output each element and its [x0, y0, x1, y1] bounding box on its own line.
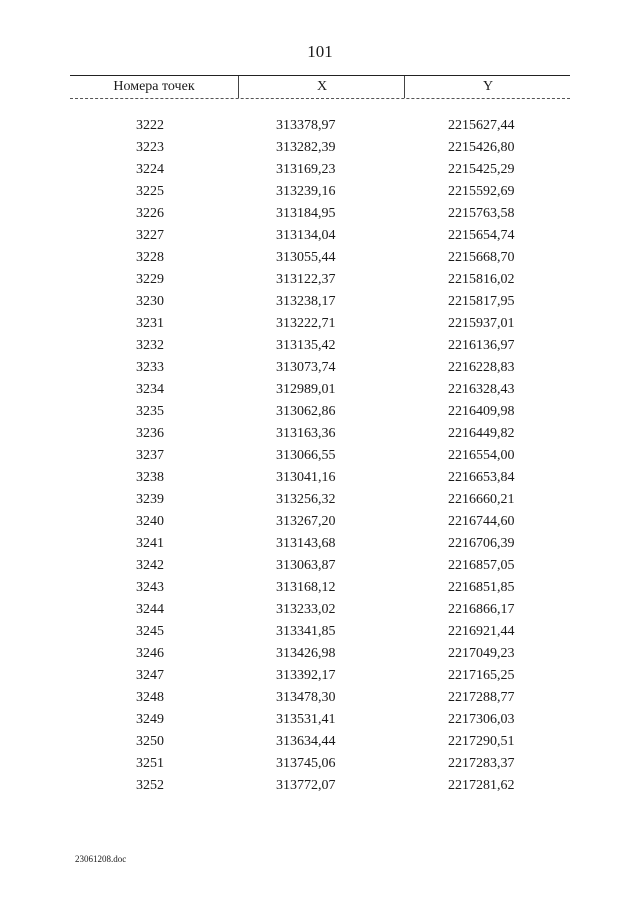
y-coordinate-cell: 2217049,23 [448, 646, 515, 661]
table-row [0, 577, 640, 599]
point-number-cell: 3248 [136, 690, 164, 705]
point-number-cell: 3234 [136, 382, 164, 397]
table-row [0, 665, 640, 687]
x-coordinate-cell: 313168,12 [276, 580, 336, 595]
x-coordinate-cell: 313282,39 [276, 140, 336, 155]
y-coordinate-cell: 2217281,62 [448, 778, 515, 793]
y-coordinate-cell: 2217165,25 [448, 668, 515, 683]
x-coordinate-cell: 313184,95 [276, 206, 336, 221]
x-coordinate-cell: 313169,23 [276, 162, 336, 177]
x-coordinate-cell: 312989,01 [276, 382, 336, 397]
y-coordinate-cell: 2215654,74 [448, 228, 515, 243]
table-row [0, 115, 640, 137]
x-coordinate-cell: 313634,44 [276, 734, 336, 749]
x-coordinate-cell: 313392,17 [276, 668, 336, 683]
point-number-cell: 3228 [136, 250, 164, 265]
table-row [0, 423, 640, 445]
y-coordinate-cell: 2216554,00 [448, 448, 515, 463]
point-number-cell: 3225 [136, 184, 164, 199]
y-coordinate-cell: 2216866,17 [448, 602, 515, 617]
table-row [0, 555, 640, 577]
y-coordinate-cell: 2215627,44 [448, 118, 515, 133]
y-coordinate-cell: 2216660,21 [448, 492, 515, 507]
x-coordinate-cell: 313772,07 [276, 778, 336, 793]
y-coordinate-cell: 2215668,70 [448, 250, 515, 265]
point-number-cell: 3231 [136, 316, 164, 331]
table-row [0, 225, 640, 247]
x-coordinate-cell: 313063,87 [276, 558, 336, 573]
y-coordinate-cell: 2216851,85 [448, 580, 515, 595]
point-number-cell: 3230 [136, 294, 164, 309]
table-row [0, 291, 640, 313]
x-coordinate-cell: 313267,20 [276, 514, 336, 529]
x-coordinate-cell: 313134,04 [276, 228, 336, 243]
x-coordinate-cell: 313478,30 [276, 690, 336, 705]
table-row [0, 467, 640, 489]
point-number-cell: 3249 [136, 712, 164, 727]
point-number-cell: 3227 [136, 228, 164, 243]
point-number-cell: 3232 [136, 338, 164, 353]
y-coordinate-cell: 2216744,60 [448, 514, 515, 529]
x-coordinate-cell: 313122,37 [276, 272, 336, 287]
y-coordinate-cell: 2216653,84 [448, 470, 515, 485]
point-number-cell: 3235 [136, 404, 164, 419]
y-coordinate-cell: 2216921,44 [448, 624, 515, 639]
header-point-numbers: Номера точек [113, 79, 195, 94]
y-coordinate-cell: 2215817,95 [448, 294, 515, 309]
y-coordinate-cell: 2215592,69 [448, 184, 515, 199]
x-coordinate-cell: 313135,42 [276, 338, 336, 353]
x-coordinate-cell: 313041,16 [276, 470, 336, 485]
y-coordinate-cell: 2217283,37 [448, 756, 515, 771]
x-coordinate-cell: 313055,44 [276, 250, 336, 265]
y-coordinate-cell: 2216328,43 [448, 382, 515, 397]
point-number-cell: 3229 [136, 272, 164, 287]
x-coordinate-cell: 313256,32 [276, 492, 336, 507]
point-number-cell: 3243 [136, 580, 164, 595]
table-row [0, 775, 640, 797]
table-body [0, 115, 640, 797]
table-row [0, 247, 640, 269]
point-number-cell: 3236 [136, 426, 164, 441]
x-coordinate-cell: 313239,16 [276, 184, 336, 199]
y-coordinate-cell: 2216857,05 [448, 558, 515, 573]
point-number-cell: 3251 [136, 756, 164, 771]
point-number-cell: 3239 [136, 492, 164, 507]
table-row [0, 181, 640, 203]
footer-filename: 23061208.doc [75, 854, 127, 864]
table-row [0, 643, 640, 665]
y-coordinate-cell: 2215816,02 [448, 272, 515, 287]
y-coordinate-cell: 2216449,82 [448, 426, 515, 441]
point-number-cell: 3224 [136, 162, 164, 177]
point-number-cell: 3222 [136, 118, 164, 133]
x-coordinate-cell: 313066,55 [276, 448, 336, 463]
table-row [0, 511, 640, 533]
table-row [0, 621, 640, 643]
table-row [0, 731, 640, 753]
table-row [0, 687, 640, 709]
y-coordinate-cell: 2215425,29 [448, 162, 515, 177]
table-row [0, 159, 640, 181]
point-number-cell: 3246 [136, 646, 164, 661]
point-number-cell: 3247 [136, 668, 164, 683]
point-number-cell: 3244 [136, 602, 164, 617]
x-coordinate-cell: 313143,68 [276, 536, 336, 551]
y-coordinate-cell: 2216706,39 [448, 536, 515, 551]
table-row [0, 269, 640, 291]
table-row [0, 533, 640, 555]
x-coordinate-cell: 313426,98 [276, 646, 336, 661]
x-coordinate-cell: 313062,86 [276, 404, 336, 419]
y-coordinate-cell: 2217288,77 [448, 690, 515, 705]
x-coordinate-cell: 313378,97 [276, 118, 336, 133]
point-number-cell: 3238 [136, 470, 164, 485]
point-number-cell: 3250 [136, 734, 164, 749]
table-row [0, 335, 640, 357]
point-number-cell: 3245 [136, 624, 164, 639]
table-row [0, 357, 640, 379]
table-row [0, 753, 640, 775]
y-coordinate-cell: 2217290,51 [448, 734, 515, 749]
table-row [0, 489, 640, 511]
table-row [0, 445, 640, 467]
point-number-cell: 3240 [136, 514, 164, 529]
point-number-cell: 3242 [136, 558, 164, 573]
y-coordinate-cell: 2217306,03 [448, 712, 515, 727]
point-number-cell: 3233 [136, 360, 164, 375]
y-coordinate-cell: 2215937,01 [448, 316, 515, 331]
table-row [0, 401, 640, 423]
point-number-cell: 3252 [136, 778, 164, 793]
x-coordinate-cell: 313233,02 [276, 602, 336, 617]
point-number-cell: 3226 [136, 206, 164, 221]
x-coordinate-cell: 313745,06 [276, 756, 336, 771]
y-coordinate-cell: 2216136,97 [448, 338, 515, 353]
page-number: 101 [307, 42, 333, 61]
y-coordinate-cell: 2216228,83 [448, 360, 515, 375]
header-y: Y [404, 76, 571, 98]
x-coordinate-cell: 313238,17 [276, 294, 336, 309]
table-row [0, 313, 640, 335]
table-row [0, 137, 640, 159]
x-coordinate-cell: 313073,74 [276, 360, 336, 375]
table-row [0, 379, 640, 401]
x-coordinate-cell: 313531,41 [276, 712, 336, 727]
y-coordinate-cell: 2215763,58 [448, 206, 515, 221]
y-coordinate-cell: 2215426,80 [448, 140, 515, 155]
x-coordinate-cell: 313341,85 [276, 624, 336, 639]
header-x: X [238, 76, 405, 98]
table-row [0, 709, 640, 731]
table-row [0, 203, 640, 225]
x-coordinate-cell: 313222,71 [276, 316, 336, 331]
x-coordinate-cell: 313163,36 [276, 426, 336, 441]
point-number-cell: 3241 [136, 536, 164, 551]
point-number-cell: 3223 [136, 140, 164, 155]
table-header [70, 75, 570, 99]
y-coordinate-cell: 2216409,98 [448, 404, 515, 419]
table-row [0, 599, 640, 621]
point-number-cell: 3237 [136, 448, 164, 463]
